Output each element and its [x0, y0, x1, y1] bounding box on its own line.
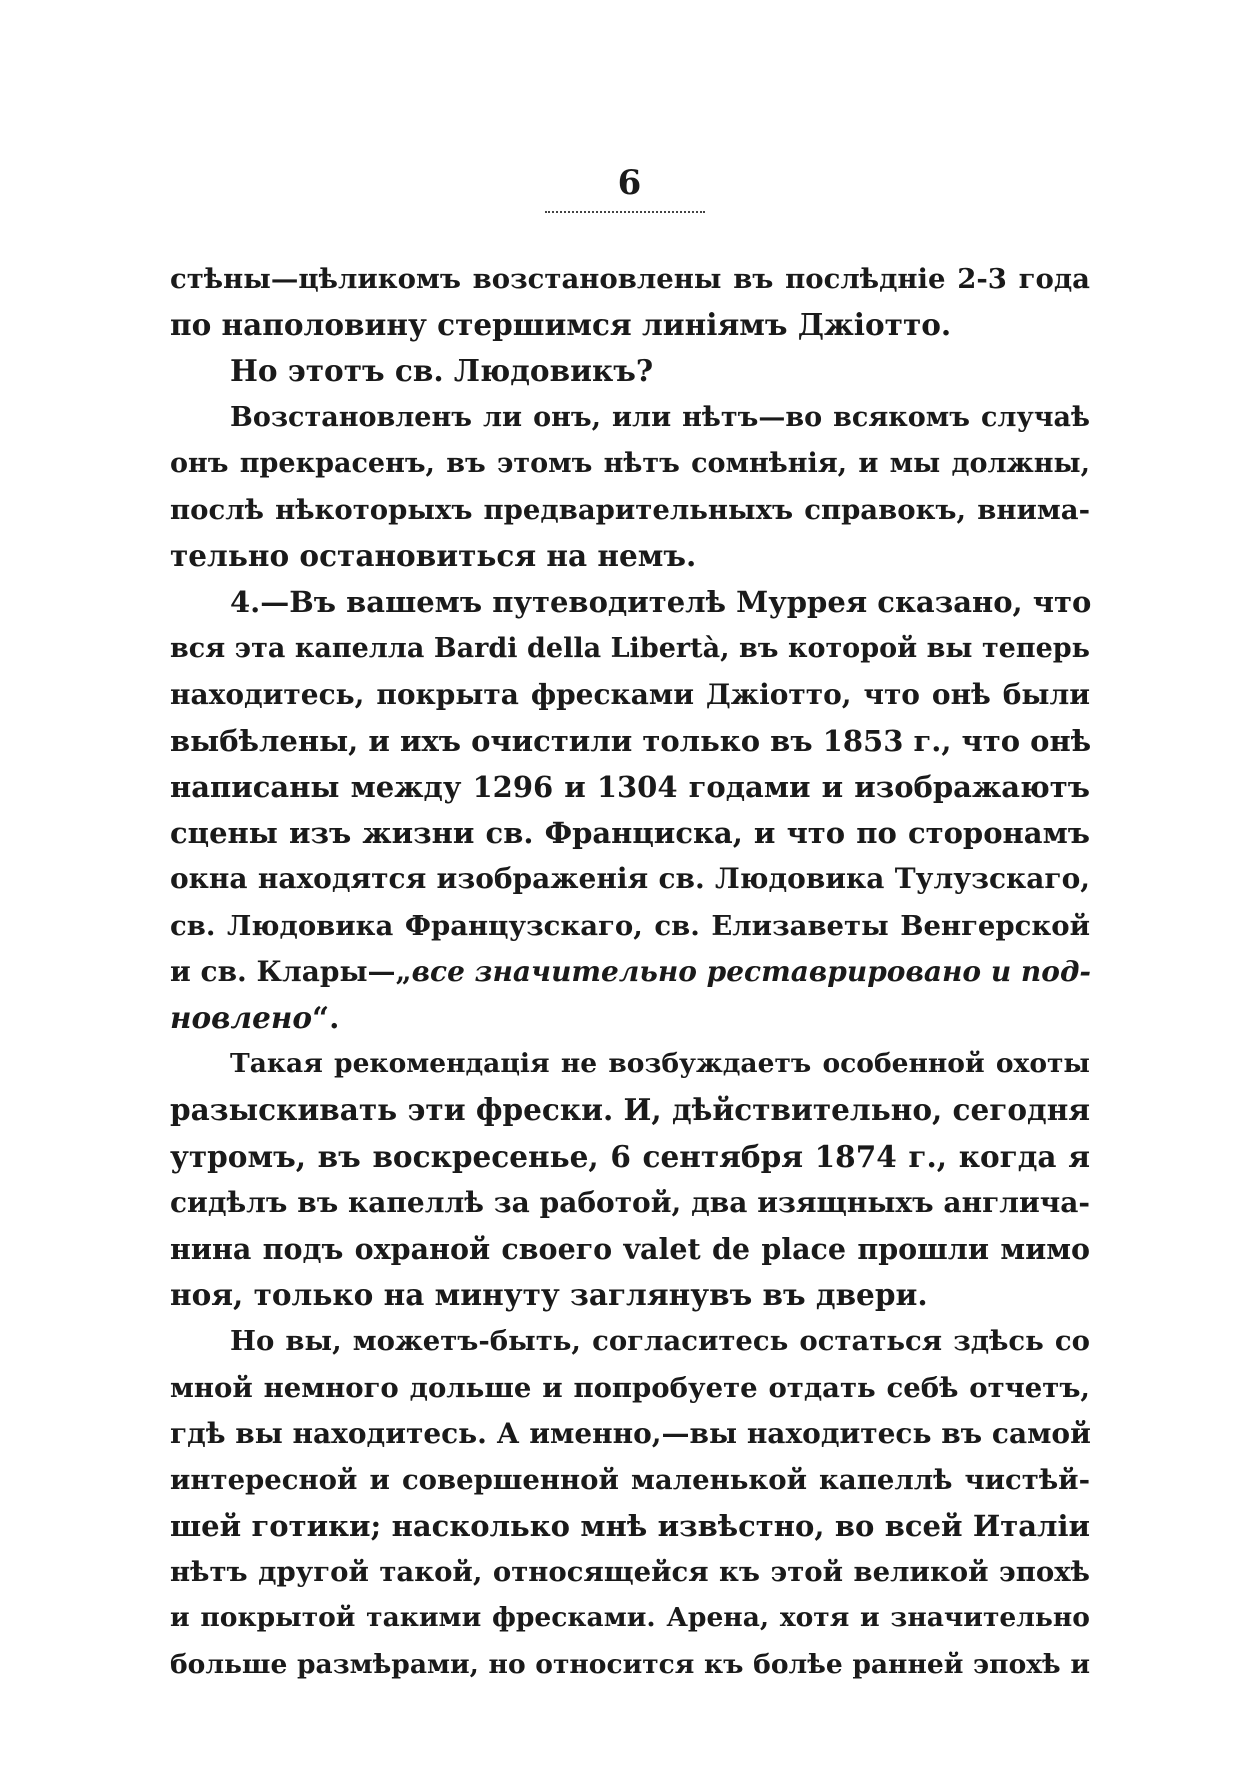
text-line	[170, 903, 1090, 949]
text-line	[170, 1549, 1090, 1595]
text-line-content: вся эта капелла Bardi della Libertà, въ которой вы теперь	[170, 632, 1090, 664]
text-line-content: сидѣлъ въ капеллѣ за работой, два изящныхъ англича-	[170, 1185, 1090, 1219]
text-line	[170, 1041, 1090, 1087]
text-line-content: интересной и совершенной маленькой капеллѣ чистѣй-	[170, 1463, 1090, 1496]
text-line-content: послѣ нѣкоторыхъ предварительныхъ справокъ, внима-	[170, 493, 1090, 526]
text-line-content: гдѣ вы находитесь. А именно,—вы находитесь въ самой	[170, 1416, 1091, 1450]
text-line-content: окна находятся изображенія св. Людовика Тулузскаго,	[170, 862, 1090, 896]
text-line	[170, 1226, 1090, 1272]
text-line	[170, 1318, 1090, 1364]
text-line	[170, 1272, 1090, 1318]
text-line-content: нина подъ охраной своего valet de place прошли мимо	[170, 1231, 1090, 1266]
text-line	[170, 441, 1090, 487]
text-line	[170, 626, 1090, 672]
text-line-content: шей готики; насколько мнѣ извѣстно, во всей Италіи	[170, 1509, 1090, 1544]
text-line-content: онъ прекрасенъ, въ этомъ нѣтъ сомнѣнія, и мы должны,	[170, 447, 1090, 479]
text-line	[170, 995, 1090, 1041]
header-rule	[545, 211, 705, 213]
text-line-content: разыскивать эти фрески. И, дѣйствительно, сегодня	[170, 1092, 1091, 1128]
text-line	[170, 256, 1090, 302]
text-line-content: Но этотъ св. Людовикъ?	[230, 353, 654, 389]
text-line-emphasis: новлено	[170, 1000, 313, 1035]
text-line-content: Такая рекомендація не возбуждаетъ особенной охоты	[230, 1048, 1090, 1080]
text-line	[170, 718, 1090, 764]
text-line	[170, 856, 1090, 902]
text-line	[170, 1134, 1090, 1180]
text-line	[170, 1503, 1090, 1549]
text-line-content: св. Людовика Французскаго, св. Елизаветы Венгерской	[170, 909, 1090, 942]
text-line-content: больше размѣрами, но относится къ болѣе ранней эпохѣ и	[170, 1648, 1090, 1680]
text-line	[170, 487, 1090, 533]
text-line	[170, 395, 1090, 441]
text-line	[170, 1180, 1090, 1226]
page-number: 6	[617, 163, 642, 203]
text-line	[170, 302, 1090, 348]
text-line	[170, 533, 1090, 579]
text-line	[170, 1365, 1090, 1411]
text-line-content: Возстановленъ ли онъ, или нѣтъ—во всякомъ случаѣ	[230, 401, 1090, 433]
text-line-content: тельно остановиться на немъ.	[170, 538, 697, 574]
text-line-content: по наполовину стершимся линіямъ Джіотто.	[170, 307, 952, 343]
text-line-content: сцены изъ жизни св. Франциска, и что по сторонамъ	[170, 816, 1090, 851]
text-line-content: и св. Клары—„	[170, 954, 412, 988]
text-line-content: выбѣлены, и ихъ очистили только въ 1853 г., что онѣ	[170, 723, 1092, 758]
text-line-emphasis: все значительно реставрировано и под-	[411, 954, 1092, 988]
body-text	[170, 256, 1090, 1688]
text-line-content: мной немного дольше и попробуете отдать себѣ отчетъ,	[170, 1371, 1090, 1404]
text-line	[170, 1087, 1090, 1133]
text-line-content: находитесь, покрыта фресками Джіотто, что онѣ были	[170, 677, 1090, 711]
text-line	[170, 579, 1090, 625]
text-line	[170, 1457, 1090, 1503]
text-line	[170, 1642, 1090, 1688]
text-line	[170, 1595, 1090, 1641]
text-line	[170, 348, 1090, 394]
text-line-content: ноя, только на минуту заглянувъ въ двери.	[170, 1277, 928, 1313]
text-line-tail: “.	[312, 1000, 340, 1035]
text-line	[170, 1411, 1090, 1457]
text-line-content: и покрытой такими фресками. Арена, хотя и значительно	[170, 1602, 1090, 1634]
text-line-content: нѣтъ другой такой, относящейся къ этой великой эпохѣ	[170, 1556, 1090, 1589]
text-line-content: утромъ, въ воскресенье, 6 сентября 1874 г., когда я	[170, 1138, 1090, 1174]
text-line-content: написаны между 1296 и 1304 годами и изображаютъ	[170, 770, 1090, 805]
text-line-content: стѣны—цѣликомъ возстановлены въ послѣдніе 2-3 года	[170, 263, 1090, 295]
text-line	[170, 764, 1090, 810]
text-line-content: 4.—Въ вашемъ путеводителѣ Муррея сказано, что	[230, 585, 1092, 620]
text-line	[170, 810, 1090, 856]
text-line	[170, 672, 1090, 718]
text-line-content: Но вы, можетъ-быть, согласитесь остаться здѣсь со	[230, 1325, 1090, 1358]
text-line	[170, 949, 1090, 995]
